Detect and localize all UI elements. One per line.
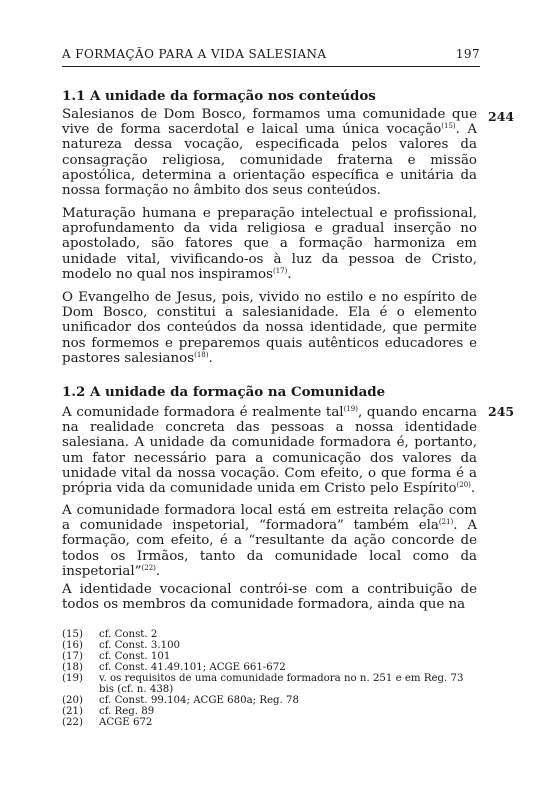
footnote-text: cf. Reg. 89 [99,706,155,717]
footnote-row [62,662,480,673]
footnote-text: cf. Const. 99.104; ACGE 680a; Reg. 78 [99,695,300,706]
text: A identidade vocacional contrói-se com a contribuição de todos os membros da comunidade formadora, ainda que na [62,582,477,613]
running-header [62,47,480,61]
text: O Evangelho de Jesus, pois, vivido no estilo e no espírito de Dom Bosco, constitui a salesianidade. Ela é o elemento unificador dos conteúdos da nossa identidade, que permite nos formemos e preparemos quais autênticos educadores e pastores salesianos [62,290,477,366]
text: . [155,563,161,579]
footnote-ref: (20) [456,481,471,490]
footnote-ref: (17) [272,266,288,275]
text: Salesianos de Dom Bosco, formamos uma comunidade que vive de forma sacerdotal e laical uma única vocação [62,107,477,138]
footnote-row [62,695,480,706]
footnote-text: cf. Const. 101 [99,651,171,662]
paragraph [62,582,477,612]
footnote-row [62,706,480,717]
text: . A formação, com efeito, é a “resultante da ação concorde de todos os Irmãos, tanto da comunidade local como da inspetorial” [62,518,477,579]
text: , quando encarna na realidade concreta das pessoas a nossa identidade salesiana. A unidade da comunidade formadora é, portanto, um fator necessário para a comunicação dos valores da unidade vital da nossa vocação. Com efeito, o que forma é a própria vida da comunidade unida em Cristo pelo Espírito [62,405,477,497]
footnote-ref: (22) [141,563,156,572]
text: . [287,266,292,282]
running-header-title: A FORMAÇÃO PARA A VIDA SALESIANA [62,47,327,61]
paragraph [62,503,477,579]
paragraph [62,107,477,198]
footnote-ref: (18) [194,350,209,359]
section-heading-1-2: 1.2 A unidade da formação na Comunidade [62,384,386,400]
paragraph [62,206,477,282]
footnote-text: cf. Const. 3.100 [99,640,181,651]
paragraph [62,405,477,496]
header-rule [62,66,480,67]
paragraph [62,290,477,366]
text: . [208,350,213,366]
footnote-text: cf. Const. 2 [99,629,158,640]
footnote-number: (22) [62,717,83,728]
footnote-ref: (15) [441,122,456,131]
text: A comunidade formadora é realmente tal [62,405,344,420]
footnote-ref: (19) [343,405,358,413]
footnote-text: cf. Const. 41.49.101; ACGE 661-672 [99,662,286,673]
footnote-number: (21) [62,706,83,717]
footnote-number: (20) [62,695,83,706]
footnote-number: (18) [62,662,83,673]
footnote-number: (15) [62,629,83,640]
margin-number-244: 244 [488,109,515,124]
footnote-row [62,651,480,662]
footnote-text: ACGE 672 [99,717,153,728]
page-number: 197 [455,47,480,61]
footnote-number: (17) [62,651,83,662]
footnotes [62,629,480,728]
text: . A natureza dessa vocação, especificada pelos valores da consagração religiosa, comunidade fraterna e missão apostólica, determina a orientação específica e unitária da nossa formação no âmbito dos seus conteúdos. [62,122,477,199]
section-heading-1-1: 1.1 A unidade da formação nos conteúdos [62,88,376,104]
text: Maturação humana e preparação intelectual e profissional, aprofundamento da vida religiosa e gradual inserção no apostolado, são fatores que a formação harmoniza em unidade vital, vivificando-os à luz da pessoa de Cristo, modelo no qual nos inspiramos [62,206,477,282]
margin-number-245: 245 [488,404,515,419]
footnote-number: (16) [62,640,83,651]
footnote-row [62,717,480,728]
footnote-text: v. os requisitos de uma comunidade formadora no n. 251 e em Reg. 73 bis (cf. n. 438) [99,673,464,695]
text: . [470,481,476,497]
footnote-number: (19) [62,673,83,684]
footnote-row [62,629,480,640]
text: A comunidade formadora local está em estreita relação com a comunidade inspetorial, “formadora” também ela [62,503,477,534]
footnote-row [62,673,480,695]
footnote-row [62,640,480,651]
footnote-ref: (21) [438,518,454,527]
